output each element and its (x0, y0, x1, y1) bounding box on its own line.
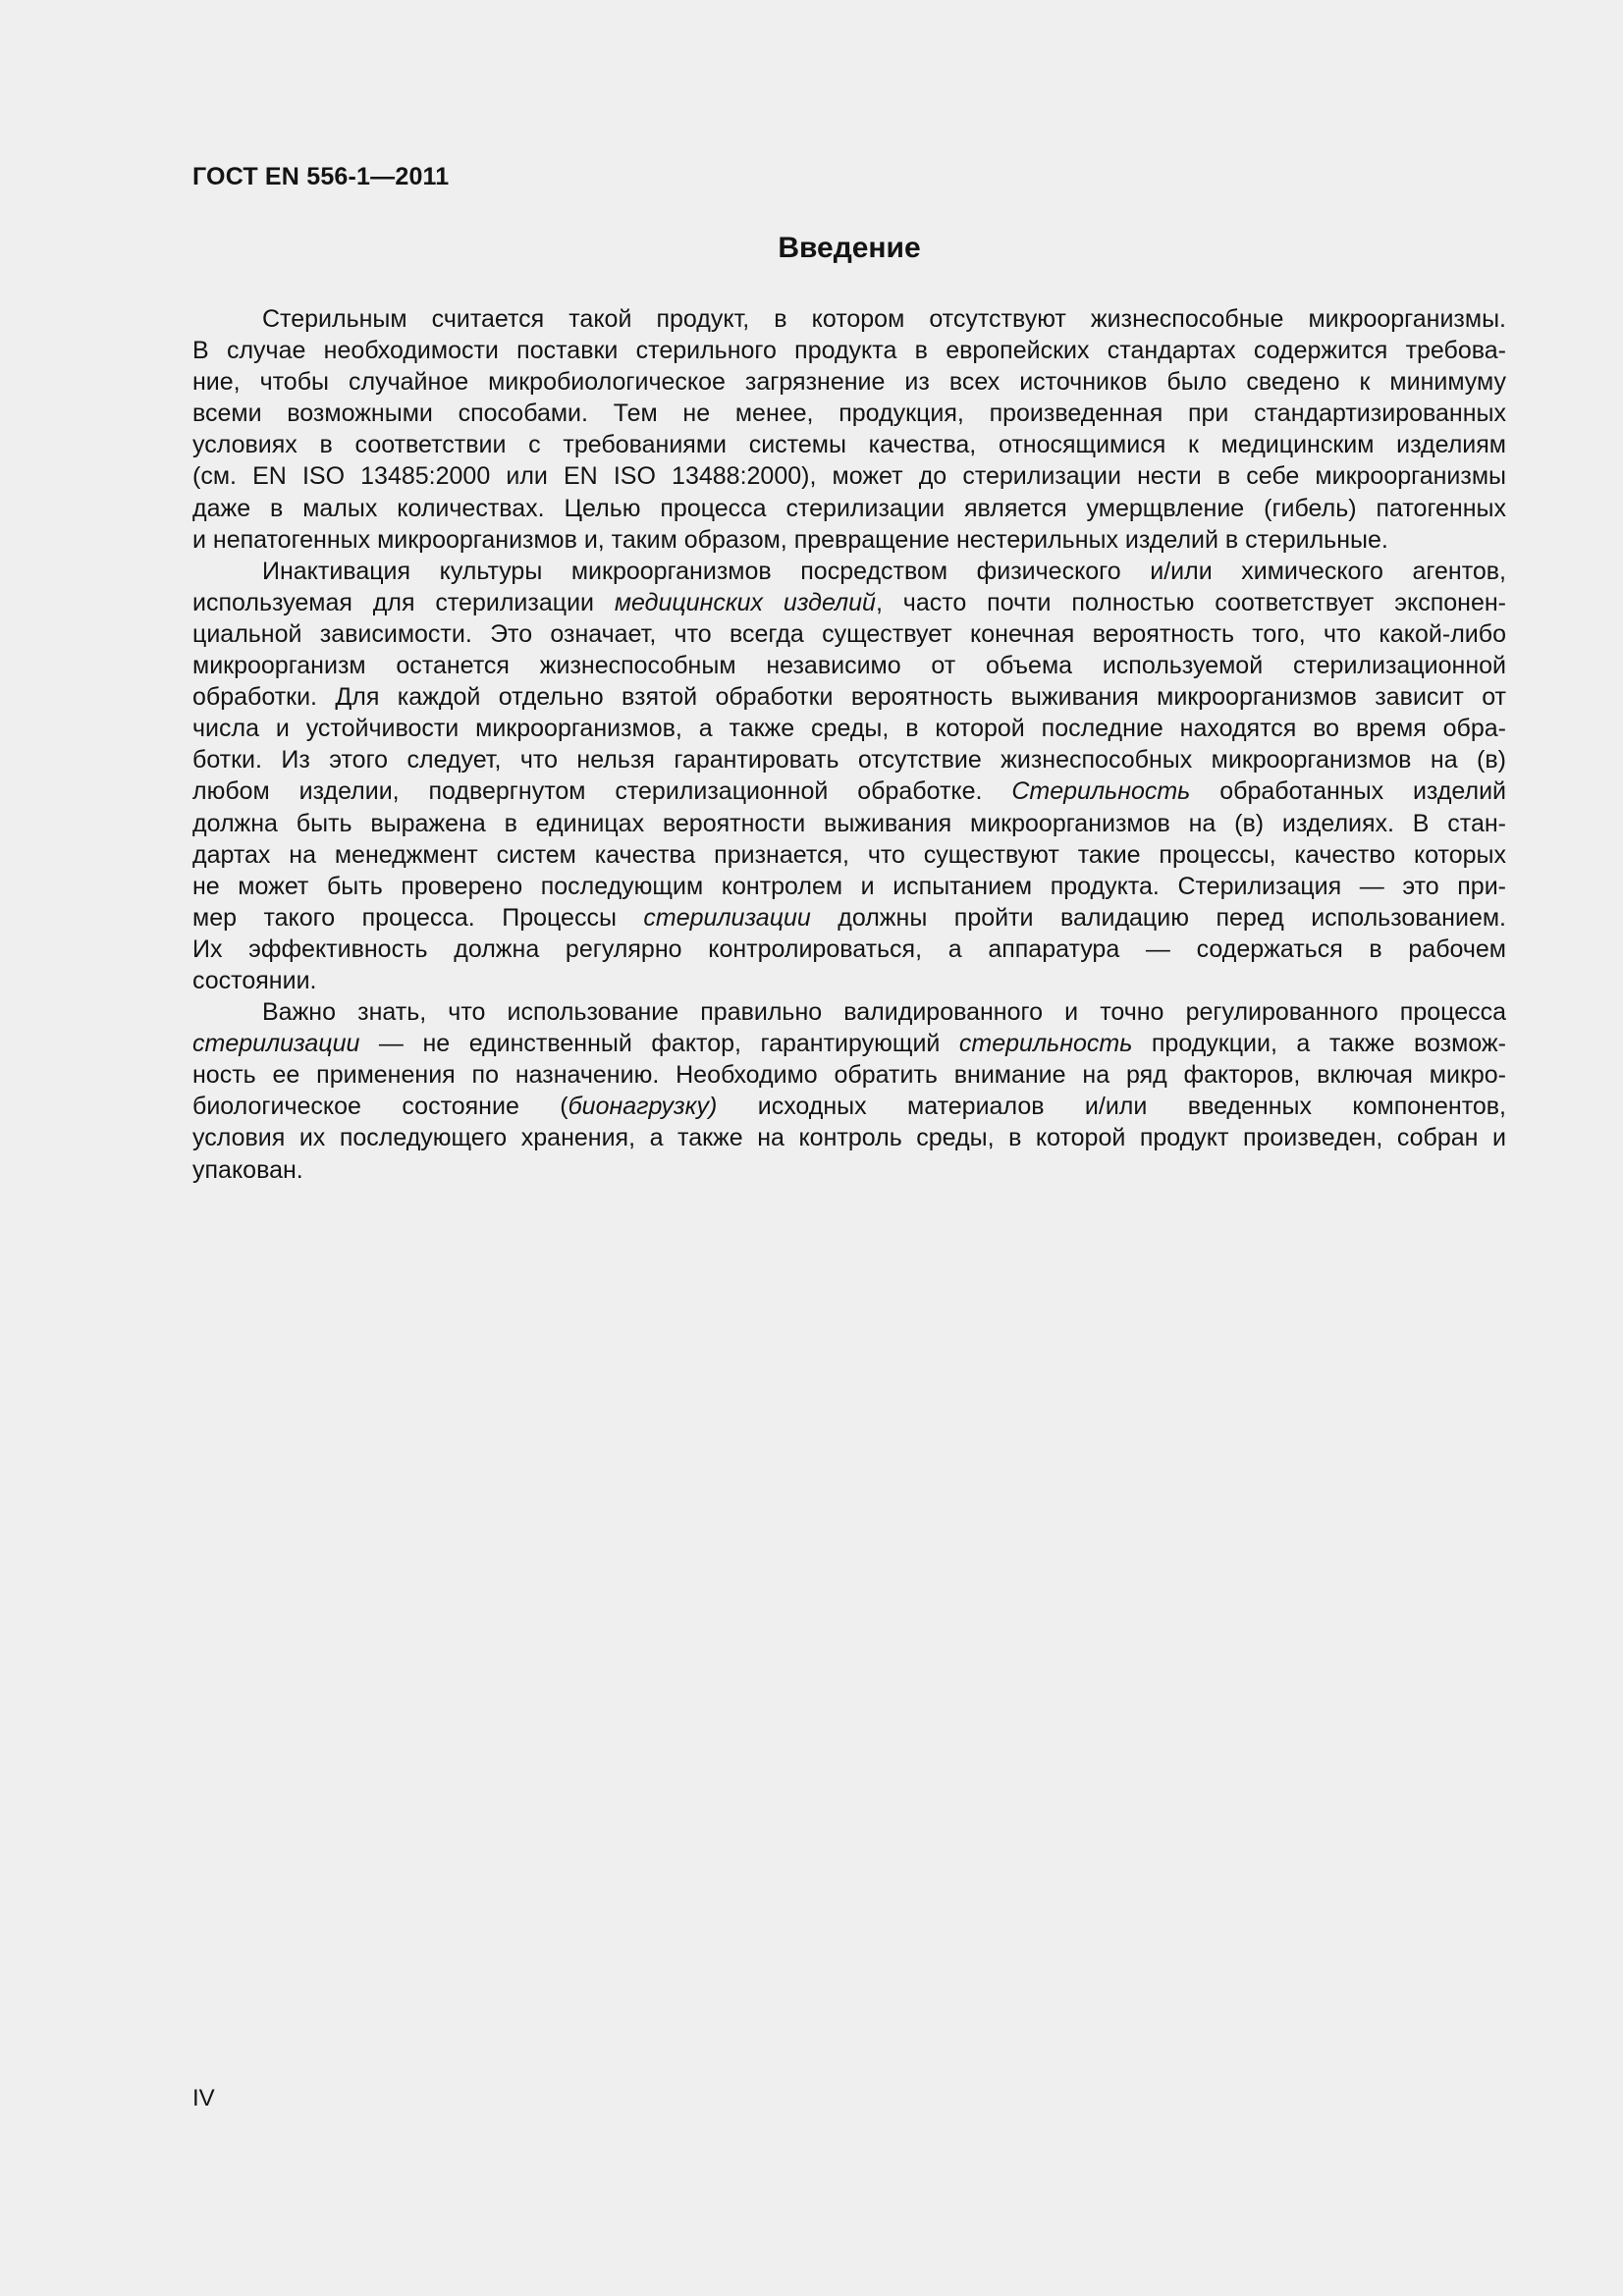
text-line: Стерильным считается такой продукт, в котором отсутствуют жизнеспособные микроорганизмы. (262, 305, 1506, 333)
text-line: биологическое состояние (бионагрузку) исходных материалов и/или введенных компонентов, (192, 1093, 1506, 1121)
page-number: IV (192, 2085, 215, 2111)
text-line: микроорганизм останется жизнеспособным независимо от объема используемой стерилизационной (192, 652, 1506, 680)
italic-term: стерильность (958, 1030, 1133, 1058)
text-line: числа и устойчивости микроорганизмов, а также среды, в которой последние находятся во время обра- (192, 715, 1506, 743)
italic-term: стерилизации (192, 1030, 360, 1058)
text-line: обработки. Для каждой отдельно взятой обработки вероятность выживания микроорганизмов зависит от (192, 683, 1506, 712)
text-line: условия их последующего хранения, а также на контроль среды, в которой продукт произведен, собран и (192, 1124, 1506, 1152)
document-code: ГОСТ EN 556-1—2011 (192, 163, 450, 190)
text-line: циальной зависимости. Это означает, что всегда существует конечная вероятность того, что какой-либо (192, 619, 1506, 648)
text-line: ние, чтобы случайное микробиологическое загрязнение из всех источников было сведено к минимуму (192, 368, 1506, 397)
text-line: (см. EN ISO 13485:2000 или EN ISO 13488:2000), может до стерилизации нести в себе микроорганизмы (192, 462, 1506, 491)
italic-term: Стерильность (1011, 777, 1191, 806)
text-line: и непатогенных микроорганизмов и, таким образом, превращение нестерильных изделий в стерильные. (192, 525, 1388, 554)
italic-term: стерилизации (643, 903, 811, 932)
text-line: упакован. (192, 1155, 303, 1184)
text-line: должна быть выражена в единицах вероятности выживания микроорганизмов на (в) изделиях. В стан- (192, 809, 1506, 837)
text-line: В случае необходимости поставки стерильного продукта в европейских стандартах содержится требова- (192, 337, 1506, 365)
text-line: состоянии. (192, 966, 317, 994)
text-line: ность ее применения по назначению. Необходимо обратить внимание на ряд факторов, включая микро- (192, 1061, 1506, 1090)
text-line: Важно знать, что использование правильно валидированного и точно регулированного процесса (262, 998, 1506, 1027)
text-line: дартах на менеджмент систем качества признается, что существуют такие процессы, качество которых (192, 840, 1506, 869)
text-line: Инактивация культуры микроорганизмов посредством физического и/или химического агентов, (262, 557, 1506, 585)
section-title: Введение (778, 232, 921, 264)
text-line: Их эффективность должна регулярно контролироваться, а аппаратура — содержаться в рабочем (192, 934, 1506, 963)
text-line: используемая для стерилизации медицинских изделий, часто почти полностью соответствует экспонен- (192, 588, 1507, 616)
text-line: даже в малых количествах. Целью процесса стерилизации является умерщвление (гибель) патогенных (192, 494, 1506, 522)
text-line: стерилизации — не единственный фактор, гарантирующий стерильность продукции, а также возмож- (192, 1030, 1506, 1058)
text-line: не может быть проверено последующим контролем и испытанием продукта. Стерилизация — это при- (192, 872, 1506, 900)
italic-term: медицинских изделий (614, 588, 876, 616)
text-line: всеми возможными способами. Тем не менее, продукция, произведенная при стандартизированных (192, 400, 1506, 428)
text-line: любом изделии, подвергнутом стерилизационной обработке. Стерильность обработанных изделий (192, 777, 1507, 806)
text-line: условиях в соответствии с требованиями системы качества, относящимися к медицинским изделиям (192, 431, 1506, 459)
text-line: мер такого процесса. Процессы стерилизации должны пройти валидацию перед использованием. (192, 903, 1506, 932)
body-text (192, 303, 1506, 1186)
text-line: ботки. Из этого следует, что нельзя гарантировать отсутствие жизнеспособных микроорганизмов на (в) (192, 746, 1506, 774)
italic-term: бионагрузку) (568, 1093, 718, 1121)
